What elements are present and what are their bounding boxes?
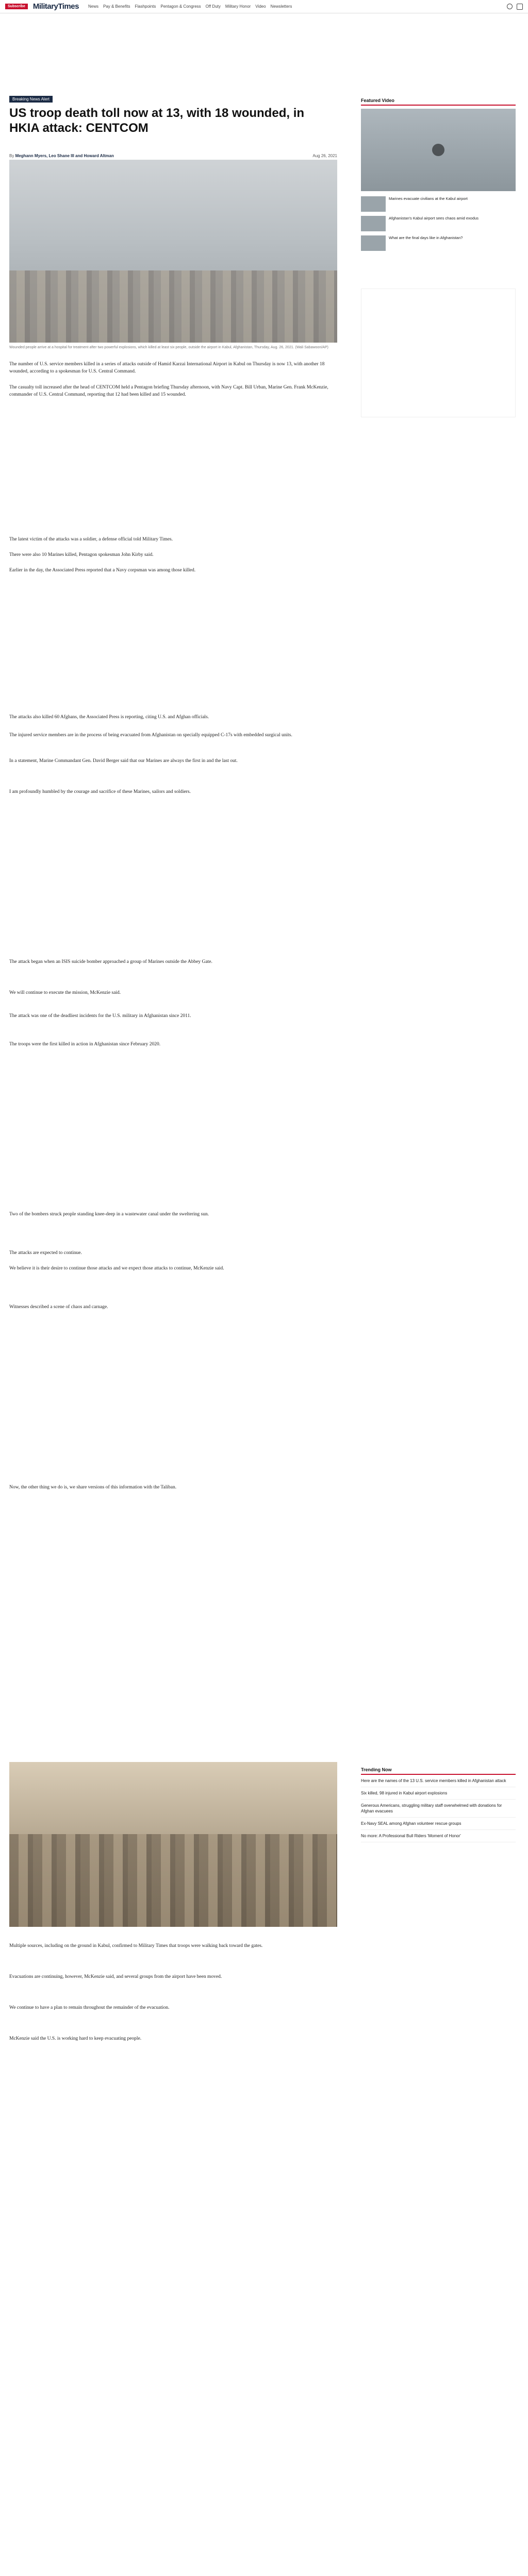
video-player[interactable] [361,109,516,191]
byline [9,154,337,158]
author-line: By Meghann Myers, Leo Shane III and Howard Altman [9,154,114,158]
article-paragraph: We believe it is their desire to continue those attacks and we expect those attacks to continue, McKenzie said. [9,1266,224,1271]
inline-ad[interactable] [9,1350,337,1473]
trending-item[interactable]: Here are the names of the 13 U.S. service members killed in Afghanistan attack [361,1775,516,1787]
article-image [9,1762,337,1927]
nav-item[interactable]: Video [255,4,266,9]
nav-item[interactable]: Military Honor [225,4,251,9]
section-tag[interactable]: Breaking News Alert [9,96,53,103]
trending-item[interactable]: Ex-Navy SEAL among Afghan volunteer rescue groups [361,1818,516,1830]
article-paragraph: The latest victim of the attacks was a soldier, a defense official told Military Times. [9,537,173,542]
ad-slot[interactable] [361,289,516,417]
article-paragraph: Evacuations are continuing, however, McKenzie said, and several groups from the airport have been moved. [9,1974,222,1979]
play-icon[interactable] [432,144,444,156]
top-navigation [0,0,528,13]
article-paragraph: We will continue to execute the mission, McKenzie said. [9,990,121,995]
video-list [361,194,516,253]
video-item[interactable]: What are the final days like in Afghanistan? [361,233,516,253]
search-icon[interactable] [507,4,513,9]
nav-item[interactable]: Newsletters [270,4,292,9]
sidebar-ad [361,289,516,417]
subscribe-button[interactable]: Subscribe [5,4,28,9]
page-title: US troop death toll now at 13, with 18 wounded, in HKIA attack: CENTCOM [9,106,305,135]
sidebar-video [361,98,516,253]
article-paragraph: The injured service members are in the process of being evacuated from Afghanistan on specially equipped C-17s with embedded surgical units. [9,733,292,738]
hero-image [9,160,337,343]
article-paragraph: The number of U.S. service members killed in a series of attacks outside of Hamid Karzai International Airport in Kabul on Thursday is now 13, with another 18 wounded, according to a spokesman for U.S. Central Command. [9,362,325,374]
article-paragraph: The attacks are expected to continue. [9,1250,82,1256]
inline-ad[interactable] [9,412,337,531]
inline-ad[interactable] [9,1520,337,1643]
main-nav [88,4,292,9]
nav-item[interactable]: Pay & Benefits [103,4,130,9]
article-paragraph: Two of the bombers struck people standing knee-deep in a wastewater canal under the sweltering sun. [9,1212,209,1217]
nav-item[interactable]: Flashpoints [135,4,156,9]
site-logo[interactable]: MilitaryTimes [32,2,79,11]
article-paragraph: In a statement, Marine Commandant Gen. David Berger said that our Marines are always the first in and the last out. [9,758,238,764]
nav-item[interactable]: Off Duty [205,4,221,9]
author-links[interactable]: Meghann Myers, Leo Shane III and Howard Altman [15,154,114,158]
article-paragraph: The casualty toll increased after the head of CENTCOM held a Pentagon briefing Thursday afternoon, with Navy Capt. Bill Urban, Marine Gen. Frank McKenzie, commander of U.S. Central Command, reporting that 12 had been killed and 15 wounded. [9,385,328,397]
article-paragraph: We continue to have a plan to remain throughout the remainder of the evacuation. [9,2005,170,2010]
thumbnail[interactable] [361,216,386,231]
article-paragraph: The attack began when an ISIS suicide bomber approached a group of Marines outside the Abbey Gate. [9,959,212,964]
account-icon[interactable] [517,4,523,10]
video-item[interactable]: Marines evacuate civilians at the Kabul airport [361,194,516,214]
sidebar-title: Featured Video [361,98,516,106]
article-paragraph: Now, the other thing we do is, we share versions of this information with the Taliban. [9,1485,177,1490]
article-paragraph: Multiple sources, including on the ground in Kabul, confirmed to Military Times that troops were walking back toward the gates. [9,1943,263,1948]
inline-ad[interactable] [9,1077,337,1200]
thumbnail[interactable] [361,196,386,212]
hero-caption: Wounded people arrive at a hospital for treatment after two powerful explosions, which killed at least six people, outside the airport in Kabul, Afghanistan, Thursday, Aug. 26, 2021. (Wali Sabawoon/AP) [9,346,328,349]
video-item[interactable]: Afghanistan's Kabul airport sees chaos amid exodus [361,214,516,233]
nav-item[interactable]: News [88,4,98,9]
article-body-continued [9,2071,337,2576]
trending-item[interactable]: Six killed, 98 injured in Kabul airport explosions [361,1787,516,1800]
publish-date: Aug 26, 2021 [312,154,337,158]
trending-item[interactable]: Generous Americans, struggling military staff overwhelmed with donations for Afghan evacuees [361,1800,516,1818]
article-paragraph: McKenzie said the U.S. is working hard to keep evacuating people. [9,2036,142,2041]
article-paragraph: The attacks also killed 60 Afghans, the Associated Press is reporting, citing U.S. and Afghan officials. [9,715,209,720]
inline-ad[interactable] [9,582,337,706]
header-actions [507,4,523,10]
nav-item[interactable]: Pentagon & Congress [160,4,201,9]
trending-item[interactable]: No more: A Professional Bull Riders 'Moment of Honor' [361,1830,516,1842]
article-paragraph: I am profoundly humbled by the courage and sacrifice of these Marines, sailors and soldiers. [9,789,191,794]
inline-ad[interactable] [9,824,337,948]
thumbnail[interactable] [361,235,386,251]
article-paragraph: The troops were the first killed in action in Afghanistan since February 2020. [9,1042,161,1047]
sidebar-title: Trending Now [361,1767,516,1775]
sidebar-trending [361,1767,516,1842]
article-paragraph: The attack was one of the deadliest incidents for the U.S. military in Afghanistan since 2011. [9,1013,191,1019]
article-paragraph: Witnesses described a scene of chaos and carnage. [9,1304,108,1310]
article-paragraph: There were also 10 Marines killed, Pentagon spokesman John Kirby said. [9,552,154,557]
top-ad[interactable] [9,21,337,88]
article-paragraph: Earlier in the day, the Associated Press reported that a Navy corpsman was among those killed. [9,568,196,573]
